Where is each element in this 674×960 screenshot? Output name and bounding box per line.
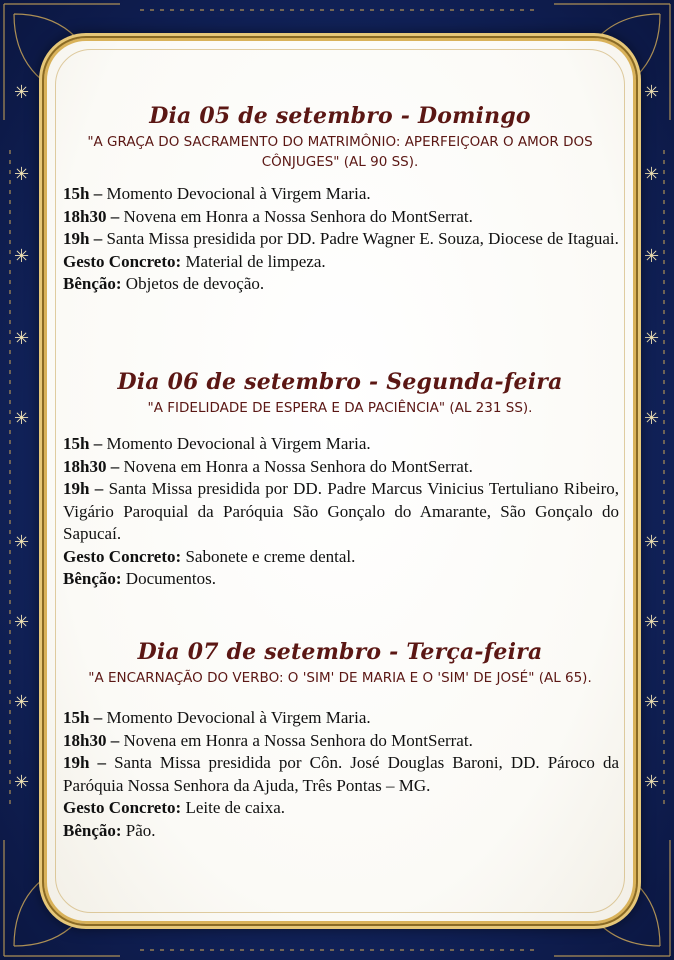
day-1-title: Dia 05 de setembro - Domingo bbox=[149, 103, 531, 129]
svg-text:✳: ✳ bbox=[644, 772, 660, 793]
svg-text:✳: ✳ bbox=[644, 164, 660, 185]
day-3-line-18h30: 18h30 – Novena em Honra a Nossa Senhora do MontSerrat. bbox=[63, 730, 473, 750]
svg-text:✳: ✳ bbox=[14, 408, 30, 429]
day-1-line-18h30: 18h30 – Novena em Honra a Nossa Senhora do MontSerrat. bbox=[63, 206, 473, 226]
svg-text:✳: ✳ bbox=[644, 612, 660, 633]
day-2-line-18h30: 18h30 – Novena em Honra a Nossa Senhora do MontSerrat. bbox=[63, 456, 473, 476]
day-1-gesto: Gesto Concreto: Material de limpeza. bbox=[63, 251, 326, 271]
day-2-line-15h: 15h – Momento Devocional à Virgem Maria. bbox=[63, 434, 371, 453]
day-2-gesto: Gesto Concreto: Sabonete e creme dental. bbox=[63, 546, 356, 566]
day-3-line-15h: 15h – Momento Devocional à Virgem Maria. bbox=[63, 708, 371, 727]
svg-text:✳: ✳ bbox=[14, 328, 30, 349]
day-3-header bbox=[47, 639, 633, 688]
day-2-line-19h: 19h – Santa Missa presidida por DD. Padre Marcus Vinicius Tertuliano Ribeiro, Vigário Paroquial da Paróquia São Gonçalo do Amarante, São Gonçalo do Sapucaí. bbox=[63, 479, 619, 543]
svg-text:✳: ✳ bbox=[14, 692, 30, 713]
day-2-bencao: Bênção: Documentos. bbox=[63, 569, 216, 588]
day-3-schedule bbox=[63, 707, 619, 842]
day-1-schedule bbox=[63, 183, 619, 296]
day-3-theme: "A ENCARNAÇÃO DO VERBO: O 'SIM' DE MARIA E O 'SIM' DE JOSÉ" (AL 65). bbox=[88, 670, 592, 686]
svg-text:✳: ✳ bbox=[14, 164, 30, 185]
day-3-line-19h: 19h – Santa Missa presidida por Côn. José Douglas Baroni, DD. Pároco da Paróquia Nossa Senhora da Ajuda, Três Pontas – MG. bbox=[63, 753, 619, 795]
day-1-line-15h: 15h – Momento Devocional à Virgem Maria. bbox=[63, 184, 371, 203]
svg-text:✳: ✳ bbox=[14, 82, 30, 103]
day-1-header bbox=[47, 103, 633, 172]
svg-text:✳: ✳ bbox=[644, 532, 660, 553]
svg-text:✳: ✳ bbox=[644, 408, 660, 429]
day-3-gesto: Gesto Concreto: Leite de caixa. bbox=[63, 798, 286, 817]
day-3-bencao: Bênção: Pão. bbox=[63, 820, 156, 840]
svg-text:✳: ✳ bbox=[644, 246, 660, 267]
svg-text:✳: ✳ bbox=[14, 246, 30, 267]
svg-text:✳: ✳ bbox=[644, 82, 660, 103]
day-3-title: Dia 07 de setembro - Terça-feira bbox=[137, 639, 543, 665]
day-2-title: Dia 06 de setembro - Segunda-feira bbox=[117, 369, 563, 395]
day-2-header bbox=[47, 369, 633, 418]
day-1-theme: "A GRAÇA DO SACRAMENTO DO MATRIMÔNIO: APERFEIÇOAR O AMOR DOS CÔNJUGES" (AL 90 SS). bbox=[87, 134, 593, 170]
svg-text:✳: ✳ bbox=[14, 772, 30, 793]
svg-text:✳: ✳ bbox=[644, 692, 660, 713]
svg-text:✳: ✳ bbox=[644, 328, 660, 349]
svg-text:✳: ✳ bbox=[14, 612, 30, 633]
content-card bbox=[44, 38, 636, 924]
day-2-schedule bbox=[63, 433, 619, 591]
day-1-line-19h: 19h – Santa Missa presidida por DD. Padre Wagner E. Souza, Diocese de Itaguai. bbox=[63, 229, 619, 248]
day-1-bencao: Bênção: Objetos de devoção. bbox=[63, 274, 265, 293]
svg-text:✳: ✳ bbox=[14, 532, 30, 553]
day-2-theme: "A FIDELIDADE DE ESPERA E DA PACIÊNCIA" (AL 231 SS). bbox=[147, 400, 533, 416]
